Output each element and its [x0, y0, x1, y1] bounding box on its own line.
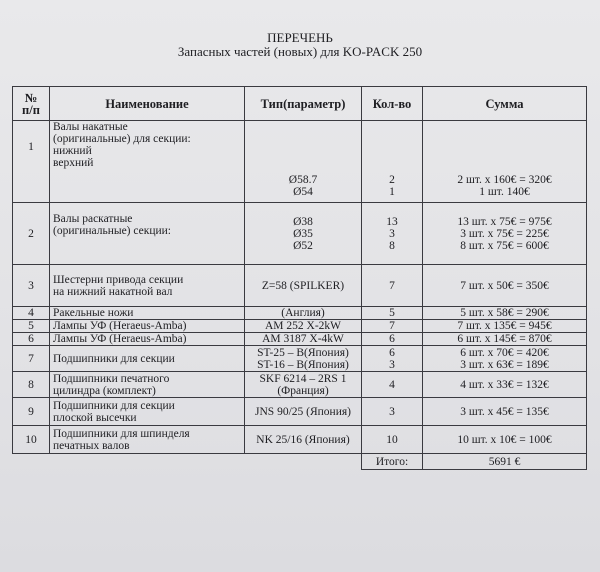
row-sum: 10 шт. х 10€ = 100€	[423, 426, 587, 454]
row-sum: 4 шт. х 33€ = 132€	[423, 372, 587, 398]
col-header-type: Тип(параметр)	[245, 87, 362, 121]
table-row	[13, 398, 587, 426]
row-number: 8	[13, 372, 50, 398]
table-row	[13, 320, 587, 333]
row-type: NK 25/16 (Япония)	[245, 426, 362, 454]
row-type: Ø38 Ø35 Ø52	[245, 203, 362, 265]
row-number: 4	[13, 307, 50, 320]
row-sum: 6 шт. х 145€ = 870€	[423, 333, 587, 346]
row-sum: 7 шт. х 50€ = 350€	[423, 265, 587, 307]
row-type: Ø58.7 Ø54	[245, 121, 362, 203]
row-name: Лампы УФ (Heraeus-Amba)	[50, 333, 245, 346]
row-name: Лампы УФ (Heraeus-Amba)	[50, 320, 245, 333]
table-row	[13, 265, 587, 307]
row-type: JNS 90/25 (Япония)	[245, 398, 362, 426]
row-name: Подшипники для секции	[50, 346, 245, 372]
parts-table	[12, 86, 587, 470]
row-number: 10	[13, 426, 50, 454]
row-qty: 6	[362, 333, 423, 346]
row-qty: 3	[362, 398, 423, 426]
total-label: Итого:	[362, 454, 423, 470]
row-type: SKF 6214 – 2RS 1 (Франция)	[245, 372, 362, 398]
table-row	[13, 372, 587, 398]
col-header-num: № п/п	[13, 87, 50, 121]
total-value: 5691 €	[423, 454, 587, 470]
row-sum: 13 шт. х 75€ = 975€ 3 шт. х 75€ = 225€ 8 шт. х 75€ = 600€	[423, 203, 587, 265]
row-qty: 7	[362, 265, 423, 307]
row-qty: 4	[362, 372, 423, 398]
row-qty: 10	[362, 426, 423, 454]
row-name: Подшипники для шпинделя печатных валов	[50, 426, 245, 454]
row-type: (Англия)	[245, 307, 362, 320]
table-row	[13, 333, 587, 346]
row-name: Подшипники для секции плоской высечки	[50, 398, 245, 426]
table-row	[13, 346, 587, 372]
table-header-row	[13, 87, 587, 121]
table-row	[13, 121, 587, 203]
row-number: 9	[13, 398, 50, 426]
row-name: Ракельные ножи	[50, 307, 245, 320]
row-number: 7	[13, 346, 50, 372]
row-qty: 6 3	[362, 346, 423, 372]
row-sum: 7 шт. х 135€ = 945€	[423, 320, 587, 333]
col-header-name: Наименование	[50, 87, 245, 121]
row-name: Валы накатные (оригинальные) для секции: нижний верхний	[50, 121, 245, 203]
row-sum: 3 шт. х 45€ = 135€	[423, 398, 587, 426]
row-type: AM 3187 X-4kW	[245, 333, 362, 346]
row-qty: 13 3 8	[362, 203, 423, 265]
row-number: 3	[13, 265, 50, 307]
table-row	[13, 426, 587, 454]
row-name: Подшипники печатного цилиндра (комплект)	[50, 372, 245, 398]
row-number: 5	[13, 320, 50, 333]
row-number: 2	[13, 203, 50, 265]
row-sum: 5 шт. х 58€ = 290€	[423, 307, 587, 320]
col-header-sum: Сумма	[423, 87, 587, 121]
row-type: ST-25 – В(Япония) ST-16 – В(Япония)	[245, 346, 362, 372]
row-number: 6	[13, 333, 50, 346]
row-sum: 6 шт. х 70€ = 420€ 3 шт. х 63€ = 189€	[423, 346, 587, 372]
row-type: Z=58 (SPILKER)	[245, 265, 362, 307]
table-row	[13, 203, 587, 265]
row-name: Валы раскатные (оригинальные) секции:	[50, 203, 245, 265]
row-qty: 2 1	[362, 121, 423, 203]
total-row	[13, 454, 587, 470]
page-title: ПЕРЕЧЕНЬ	[267, 30, 333, 45]
row-type: AM 252 X-2kW	[245, 320, 362, 333]
col-header-qty: Кол-во	[362, 87, 423, 121]
row-number: 1	[13, 121, 50, 203]
row-qty: 7	[362, 320, 423, 333]
page-subtitle: Запасных частей (новых) для KO-PACK 250	[177, 44, 423, 59]
table-row	[13, 307, 587, 320]
row-name: Шестерни привода секции на нижний накатной вал	[50, 265, 245, 307]
row-sum: 2 шт. х 160€ = 320€ 1 шт. 140€	[423, 121, 587, 203]
row-qty: 5	[362, 307, 423, 320]
